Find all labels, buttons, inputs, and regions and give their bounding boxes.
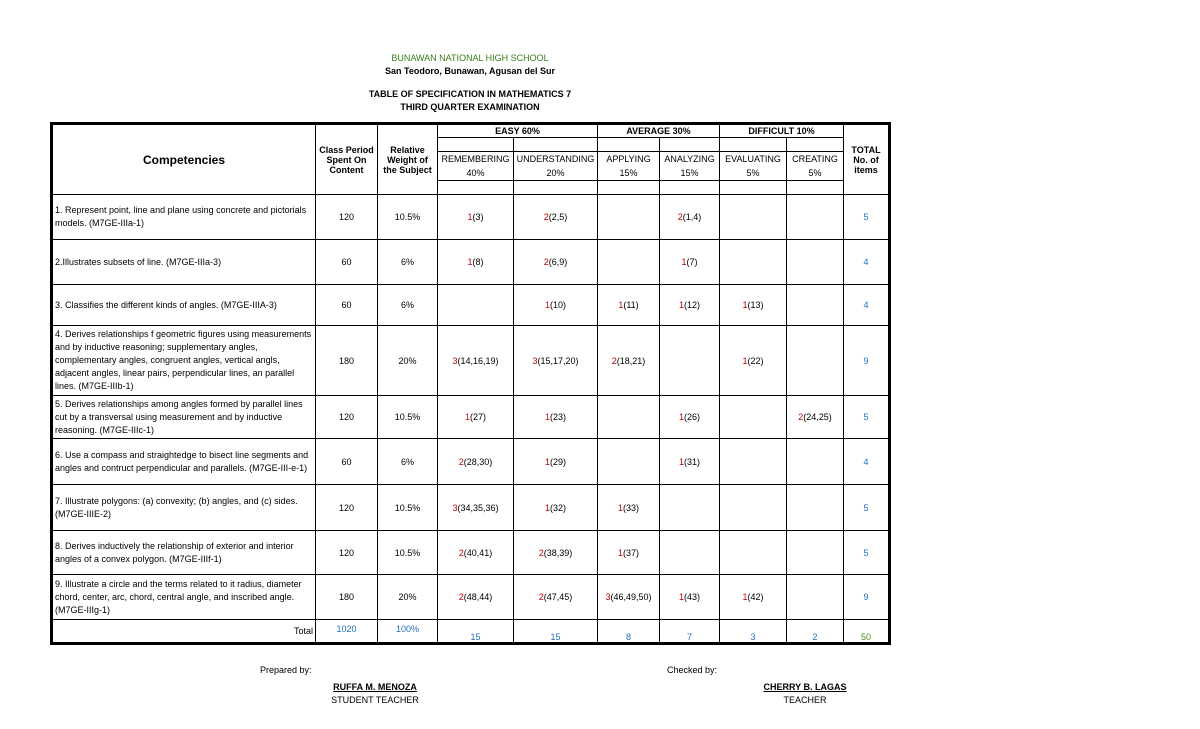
item-count: 1 [467, 212, 473, 222]
class-period-header: Class Period Spent On Content [316, 124, 378, 195]
total-creating: 2 [787, 620, 844, 644]
spacer-cell [787, 181, 844, 195]
item-count: 1 [681, 257, 687, 267]
level-percent: 40% [466, 168, 485, 178]
spacer-cell [514, 181, 598, 195]
competency-cell: 3. Classifies the different kinds of angles. (M7GE-IIIA-3) [52, 285, 316, 326]
item-cell-remembering [438, 485, 514, 531]
competency-cell: 2.Illustrates subsets of line. (M7GE-IIIa-3) [52, 240, 316, 285]
total-remembering: 15 [438, 620, 514, 644]
row-total-cell: 9 [844, 326, 890, 396]
item-numbers: (27) [470, 412, 487, 422]
item-numbers: (28,30) [463, 456, 493, 467]
item-cell-analyzing [660, 575, 720, 620]
item-numbers: (23) [550, 412, 567, 422]
row-total-cell: 4 [844, 285, 890, 326]
weight-cell: 10.5% [378, 195, 438, 240]
item-numbers: (37) [623, 547, 640, 558]
item-numbers: (42) [747, 592, 764, 602]
weight-cell: 10.5% [378, 485, 438, 531]
item-cell-analyzing [660, 195, 720, 240]
level-percent: 20% [546, 168, 565, 178]
table-row [52, 439, 890, 485]
weight-cell: 10.5% [378, 531, 438, 575]
item-count: 2 [458, 547, 464, 558]
item-cell-creating [787, 240, 844, 285]
item-cell-analyzing [660, 240, 720, 285]
item-count: 1 [544, 412, 550, 422]
competencies-header: Competencies [52, 124, 316, 195]
item-count: 1 [742, 355, 748, 366]
table-row [52, 240, 890, 285]
weight-cell: 20% [378, 326, 438, 396]
total-period: 1020 [316, 620, 378, 644]
total-weight: 100% [378, 620, 438, 644]
item-cell-applying [598, 531, 660, 575]
row-total-cell: 5 [844, 396, 890, 439]
item-count: 1 [544, 300, 550, 310]
item-cell-creating [787, 195, 844, 240]
group-difficult: DIFFICULT 10% [720, 124, 844, 138]
item-numbers: (46,49,50) [610, 592, 652, 602]
item-cell-understanding [514, 396, 598, 439]
item-count: 3 [532, 355, 538, 366]
item-numbers: (8) [472, 257, 484, 267]
item-numbers: (2,5) [548, 212, 568, 222]
item-numbers: (10) [550, 300, 567, 310]
school-address: San Teodoro, Bunawan, Agusan del Sur [384, 66, 555, 76]
item-cell-remembering [438, 240, 514, 285]
preparer-role: STUDENT TEACHER [331, 695, 419, 705]
item-cell-remembering [438, 326, 514, 396]
row-total-cell: 4 [844, 240, 890, 285]
item-count: 3 [452, 355, 458, 366]
item-count: 1 [742, 300, 748, 310]
item-count: 1 [544, 502, 550, 513]
class-period-cell: 120 [316, 195, 378, 240]
item-count: 2 [543, 212, 549, 222]
item-cell-analyzing [660, 396, 720, 439]
relative-weight-header: Relative Weight of the Subject [378, 124, 438, 195]
item-count: 2 [677, 212, 683, 222]
class-period-cell: 120 [316, 485, 378, 531]
row-total-cell: 4 [844, 439, 890, 485]
item-cell-creating [787, 326, 844, 396]
class-period-cell: 180 [316, 326, 378, 396]
item-cell-remembering [438, 285, 514, 326]
spacer-cell [598, 181, 660, 195]
total-analyzing: 7 [660, 620, 720, 644]
level-percent: 15% [680, 168, 699, 178]
item-count: 2 [458, 456, 464, 467]
item-cell-understanding [514, 531, 598, 575]
checker-name: CHERRY B. LAGAS [763, 682, 847, 692]
grand-total: 50 [844, 620, 890, 644]
item-cell-analyzing [660, 531, 720, 575]
preparer-name: RUFFA M. MENOZA [333, 682, 417, 692]
item-numbers: (32) [550, 502, 567, 513]
total-applying: 8 [598, 620, 660, 644]
table-row [52, 326, 890, 396]
document-subtitle: THIRD QUARTER EXAMINATION [400, 102, 540, 112]
item-numbers: (24,25) [803, 412, 832, 422]
item-count: 1 [678, 300, 684, 310]
item-cell-analyzing [660, 326, 720, 396]
item-numbers: (47,45) [543, 592, 573, 602]
item-numbers: (18,21) [616, 355, 646, 366]
competency-cell: 8. Derives inductively the relationship of exterior and interior angles of a convex polygon. (M7GE-IIIf-1) [52, 531, 316, 575]
item-numbers: (26) [684, 412, 701, 422]
table-row [52, 575, 890, 620]
spacer-cell [720, 138, 787, 152]
item-numbers: (43) [684, 592, 701, 602]
item-cell-creating [787, 575, 844, 620]
item-cell-remembering [438, 531, 514, 575]
group-average: AVERAGE 30% [598, 124, 720, 138]
item-numbers: (15,17,20) [537, 355, 579, 366]
item-numbers: (3) [472, 212, 484, 222]
item-count: 1 [617, 502, 623, 513]
class-period-cell: 60 [316, 285, 378, 326]
item-cell-analyzing [660, 485, 720, 531]
school-name: BUNAWAN NATIONAL HIGH SCHOOL [391, 53, 549, 63]
item-cell-analyzing [660, 439, 720, 485]
item-count: 1 [464, 412, 470, 422]
item-cell-understanding [514, 195, 598, 240]
item-cell-creating [787, 531, 844, 575]
class-period-cell: 180 [316, 575, 378, 620]
item-cell-applying [598, 195, 660, 240]
item-cell-understanding [514, 326, 598, 396]
item-count: 3 [452, 502, 458, 513]
weight-cell: 6% [378, 439, 438, 485]
level-percent: 5% [746, 168, 760, 178]
competency-cell: 4. Derives relationships f geometric figures using measurements and by inductive reasoning; supplementary angles, complementary angles, congruent angles, vertical angls, adjacent angles, linear pairs, perpendicular lines, an parallel lines. (M7GE-IIIb-1) [52, 326, 316, 396]
item-cell-understanding [514, 240, 598, 285]
level-name: REMEMBERING [441, 154, 510, 164]
level-name: EVALUATING [725, 154, 781, 164]
spacer-cell [438, 181, 514, 195]
document-title: TABLE OF SPECIFICATION IN MATHEMATICS 7 [368, 89, 572, 99]
item-cell-evaluating [720, 326, 787, 396]
item-numbers: (48,44) [463, 592, 493, 602]
row-total-cell: 9 [844, 575, 890, 620]
item-cell-creating [787, 396, 844, 439]
item-numbers: (31) [684, 456, 701, 467]
level-header-understanding [514, 152, 598, 181]
competency-cell: 1. Represent point, line and plane using concrete and pictorials models. (M7GE-IIIa-1) [52, 195, 316, 240]
item-count: 1 [678, 412, 684, 422]
item-count: 2 [538, 592, 544, 602]
competency-cell: 6. Use a compass and straightedge to bisect line segments and angles and contruct perpendicular and parallels. (M7GE-III-e-1) [52, 439, 316, 485]
table-row [52, 485, 890, 531]
item-numbers: (29) [550, 456, 567, 467]
item-cell-creating [787, 485, 844, 531]
class-period-cell: 120 [316, 531, 378, 575]
spacer-cell [660, 138, 720, 152]
weight-cell: 6% [378, 285, 438, 326]
item-cell-applying [598, 485, 660, 531]
item-count: 2 [458, 592, 464, 602]
table-row [52, 195, 890, 240]
spacer-cell [598, 138, 660, 152]
weight-cell: 10.5% [378, 396, 438, 439]
item-cell-evaluating [720, 240, 787, 285]
competency-cell: 7. Illustrate polygons: (a) convexity; (b) angles, and (c) sides. (M7GE-IIIE-2) [52, 485, 316, 531]
level-name: APPLYING [606, 154, 651, 164]
group-easy: EASY 60% [438, 124, 598, 138]
item-numbers: (38,39) [543, 547, 573, 558]
level-header-remembering [438, 152, 514, 181]
total-items-header: TOTAL No. of items [844, 124, 890, 195]
item-count: 2 [611, 355, 617, 366]
item-count: 1 [617, 547, 623, 558]
weight-cell: 20% [378, 575, 438, 620]
item-count: 1 [742, 592, 748, 602]
level-header-evaluating [720, 152, 787, 181]
checked-by-label: Checked by: [667, 665, 718, 675]
item-cell-understanding [514, 575, 598, 620]
item-cell-evaluating [720, 531, 787, 575]
level-percent: 15% [619, 168, 638, 178]
item-count: 1 [544, 456, 550, 467]
item-count: 2 [543, 257, 549, 267]
checker-role: TEACHER [783, 695, 827, 705]
level-header-analyzing [660, 152, 720, 181]
table-row [52, 531, 890, 575]
item-cell-remembering [438, 575, 514, 620]
item-cell-analyzing [660, 285, 720, 326]
item-cell-applying [598, 285, 660, 326]
item-numbers: (14,16,19) [457, 355, 499, 366]
item-count: 3 [605, 592, 611, 602]
item-cell-evaluating [720, 485, 787, 531]
level-name: ANALYZING [664, 154, 715, 164]
item-count: 1 [678, 456, 684, 467]
class-period-cell: 60 [316, 439, 378, 485]
table-row [52, 396, 890, 439]
item-cell-evaluating [720, 285, 787, 326]
item-numbers: (1,4) [682, 212, 702, 222]
item-cell-remembering [438, 439, 514, 485]
item-count: 1 [618, 300, 624, 310]
weight-cell: 6% [378, 240, 438, 285]
item-cell-creating [787, 285, 844, 326]
level-header-applying [598, 152, 660, 181]
item-numbers: (40,41) [463, 547, 493, 558]
level-percent: 5% [808, 168, 822, 178]
item-count: 2 [798, 412, 804, 422]
item-numbers: (22) [747, 355, 764, 366]
item-numbers: (6,9) [548, 257, 568, 267]
item-cell-remembering [438, 396, 514, 439]
competency-cell: 9. Illustrate a circle and the terms related to it radius, diameter chord, center, arc, chord, central angle, and inscribed angle. (M7GE-IIIg-1) [52, 575, 316, 620]
item-numbers: (33) [623, 502, 640, 513]
item-count: 1 [467, 257, 473, 267]
item-cell-applying [598, 439, 660, 485]
item-cell-evaluating [720, 439, 787, 485]
spacer-cell [514, 138, 598, 152]
class-period-cell: 120 [316, 396, 378, 439]
specification-table [50, 122, 891, 645]
row-total-cell: 5 [844, 195, 890, 240]
item-count: 2 [538, 547, 544, 558]
item-numbers: (34,35,36) [457, 502, 499, 513]
level-name: UNDERSTANDING [516, 154, 595, 164]
row-total-cell: 5 [844, 531, 890, 575]
spacer-cell [438, 138, 514, 152]
table-row [52, 285, 890, 326]
row-total-cell: 5 [844, 485, 890, 531]
class-period-cell: 60 [316, 240, 378, 285]
spacer-cell [720, 181, 787, 195]
item-cell-remembering [438, 195, 514, 240]
item-cell-evaluating [720, 195, 787, 240]
competency-cell: 5. Derives relationships among angles formed by parallel lines cut by a transversal using measurement and by inductive reasoning. (M7GE-IIIc-1) [52, 396, 316, 439]
item-cell-applying [598, 396, 660, 439]
item-cell-applying [598, 240, 660, 285]
total-label: Total [52, 620, 316, 644]
item-cell-creating [787, 439, 844, 485]
item-cell-understanding [514, 485, 598, 531]
item-numbers: (11) [623, 300, 639, 310]
item-numbers: (7) [686, 257, 698, 267]
item-cell-applying [598, 326, 660, 396]
item-cell-evaluating [720, 396, 787, 439]
item-cell-applying [598, 575, 660, 620]
item-numbers: (12) [684, 300, 701, 310]
item-cell-evaluating [720, 575, 787, 620]
level-header-creating [787, 152, 844, 181]
prepared-by-label: Prepared by: [260, 665, 312, 675]
level-name: CREATING [792, 154, 838, 164]
spacer-cell [660, 181, 720, 195]
total-evaluating: 3 [720, 620, 787, 644]
item-count: 1 [678, 592, 684, 602]
item-numbers: (13) [747, 300, 764, 310]
item-cell-understanding [514, 285, 598, 326]
item-cell-understanding [514, 439, 598, 485]
total-understanding: 15 [514, 620, 598, 644]
spacer-cell [787, 138, 844, 152]
